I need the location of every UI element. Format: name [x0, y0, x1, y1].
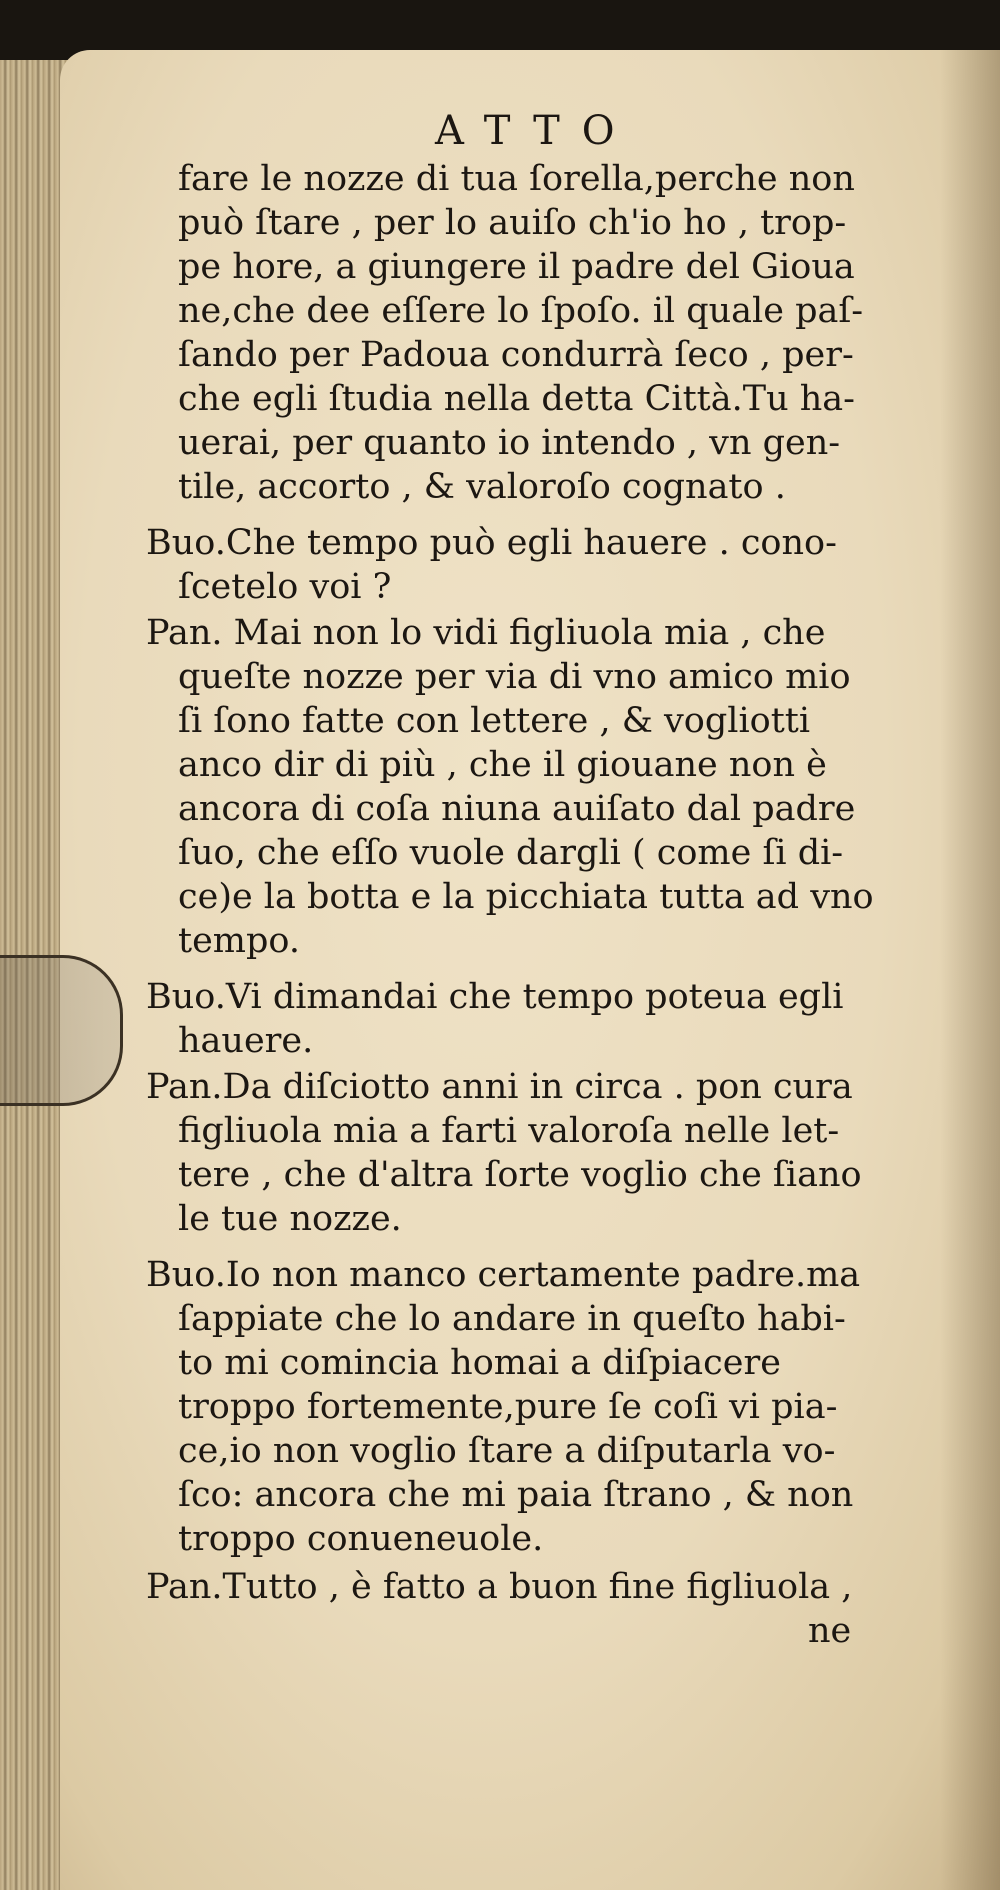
text-line-12: queſte nozze per via di vno amico mio [178, 657, 851, 697]
text-line-29: ce,io non voglio ſtare a diſputarla vo- [178, 1431, 836, 1471]
text-line-18: tempo. [178, 921, 300, 961]
text-line-4: ne,che dee eſſere lo ſpoſo. il quale paſ- [178, 291, 864, 331]
text-line-31: troppo conueneuole. [178, 1519, 544, 1559]
text-line-3: pe hore, a giungere il padre del Gioua [178, 247, 855, 287]
text-line-24: le tue nozze. [178, 1199, 402, 1239]
text-line-10: ſcetelo voi ? [178, 567, 392, 607]
text-line-15: ancora di coſa niuna auiſato dal padre [178, 789, 856, 829]
text-line-5: ſando per Padoua condurrà ſeco , per- [178, 335, 854, 375]
text-line-28: troppo fortemente,pure ſe coſi vi pia- [178, 1387, 838, 1427]
text-line-8: tile, accorto , & valoroſo cognato . [178, 467, 786, 507]
text-line-23: tere , che d'altra ſorte voglio che ſiano [178, 1155, 862, 1195]
text-line-7: uerai, per quanto io intendo , vn gen- [178, 423, 841, 463]
text-line-26: ſappiate che lo andare in queſto habi- [178, 1299, 846, 1339]
text-line-17: ce)e la botta e la picchiata tutta ad vno [178, 877, 874, 917]
text-line-9: Buo.Che tempo può egli hauere . cono- [146, 523, 837, 563]
text-line-6: che egli ſtudia nella detta Città.Tu ha- [178, 379, 855, 419]
text-line-32: Pan.Tutto , è fatto a buon fine figliuola , [146, 1567, 853, 1607]
text-line-27: to mi comincia homai a diſpiacere [178, 1343, 781, 1383]
text-line-19: Buo.Vi dimandai che tempo poteua egli [146, 977, 844, 1017]
text-line-20: hauere. [178, 1021, 314, 1061]
running-header: ATTO [435, 108, 637, 154]
text-line-16: ſuo, che eſſo vuole dargli ( come ſi di- [178, 833, 844, 873]
text-line-21: Pan.Da diſciotto anni in circa . pon cura [146, 1067, 853, 1107]
text-line-25: Buo.Io non manco certamente padre.ma [146, 1255, 861, 1295]
text-line-22: figliuola mia a farti valoroſa nelle let- [178, 1111, 840, 1151]
text-line-14: anco dir di più , che il giouane non è [178, 745, 827, 785]
text-line-30: ſco: ancora che mi paia ſtrano , & non [178, 1475, 854, 1515]
text-line-1: fare le nozze di tua ſorella,perche non [178, 159, 855, 199]
catchword: ne [808, 1611, 852, 1651]
text-line-13: ſi ſono fatte con lettere , & vogliotti [178, 701, 811, 741]
text-line-2: può ſtare , per lo auiſo ch'io ho , trop- [178, 203, 847, 243]
text-line-11: Pan. Mai non lo vidi figliuola mia , che [146, 613, 826, 653]
